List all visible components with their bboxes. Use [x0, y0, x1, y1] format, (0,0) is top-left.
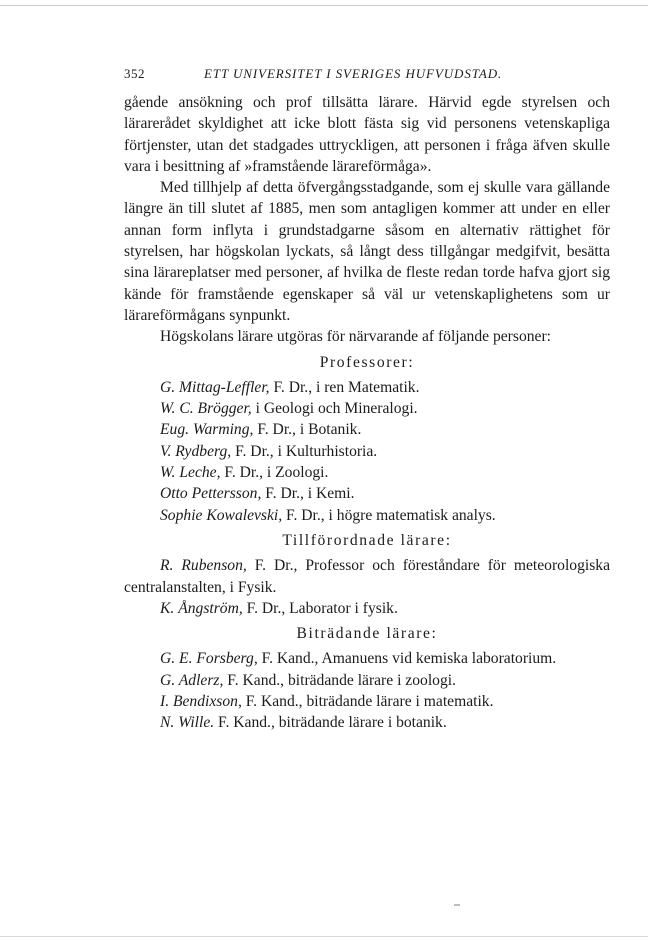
person-name: G. Mittag-Leffler, [160, 378, 270, 396]
list-item [124, 462, 610, 483]
person-name: G. Adlerz, [160, 671, 224, 689]
list-item [124, 483, 610, 504]
list-item [124, 441, 610, 462]
section-tillforordnade [124, 555, 610, 619]
section-heading-bitradande: Biträdande lärare: [296, 625, 438, 643]
section-bitradande [124, 648, 610, 733]
person-name: W. C. Brögger, [160, 400, 252, 418]
person-desc: F. Kand., Amanuens vid kemiska laboratorium. [257, 650, 557, 668]
running-title: ETT UNIVERSITET I SVERIGES HUFVUDSTAD. [204, 66, 503, 81]
section-heading-tillforordnade: Tillförordnade lärare: [282, 531, 452, 549]
list-item [124, 712, 610, 733]
print-mark [454, 904, 460, 906]
paragraph-1: gående ansökning och prof tillsätta lärare. Härvid egde styrelsen och lärarerådet skyldighet att icke blott fästa sig vid personens vetenskapliga förtjenster, utan det stadgades uttryckligen, att personen i fråga äfven skulle vara i besittning af »framstående lärareförmåga». [124, 94, 610, 175]
person-desc: F. Kand., biträdande lärare i botanik. [214, 714, 447, 732]
person-name: Sophie Kowalevski, [160, 506, 283, 524]
list-item [124, 377, 610, 398]
scan-edge-bottom [0, 936, 648, 937]
person-desc: F. Kand., biträdande lärare i zoologi. [223, 671, 456, 689]
page-header [124, 64, 610, 84]
list-item [124, 598, 610, 619]
person-name: G. E. Forsberg, [160, 650, 258, 668]
person-name: R. Rubenson, [160, 557, 247, 575]
list-item [124, 398, 610, 419]
paragraph-3: Högskolans lärare utgöras för närvarande af följande personer: [160, 328, 551, 346]
person-desc: F. Dr., i Kulturhistoria. [231, 442, 378, 460]
person-desc: F. Dr., i Zoologi. [220, 464, 329, 482]
section-heading-professorer: Professorer: [319, 353, 415, 371]
paragraph-2: Med tillhjelp af detta öfvergångsstadgande, som ej skulle vara gällande längre än till slutet af 1885, men som antagligen kommer att under en eller annan form inflyta i grundstadgarne såsom en alternativ rättighet för styrelsen, har högskolan lyckats, så långt dess tillgångar medgifvit, besätta sina lärareplatser med personer, af hvilka de fleste redan torde hafva gjort sig kände för framstående egenskaper så väl ur vetenskaplighetens som ur lärareförmågans synpunkt. [124, 179, 610, 324]
person-name: W. Leche, [160, 464, 221, 482]
list-item [124, 691, 610, 712]
person-desc: F. Dr., Professor och föreståndare för meteorologiska centralanstalten, i Fysik. [124, 557, 610, 596]
person-desc: F. Dr., i ren Matematik. [269, 378, 420, 396]
person-desc: F. Dr., i Botanik. [253, 421, 362, 439]
person-name: Eug. Warming, [160, 421, 254, 439]
list-item [124, 648, 610, 669]
list-item [124, 670, 610, 691]
person-name: Otto Pettersson, [160, 485, 262, 503]
list-item [124, 555, 610, 598]
person-name: K. Ångström, [160, 599, 243, 617]
person-name: N. Wille. [160, 714, 215, 732]
person-desc: F. Dr., Laborator i fysik. [242, 599, 398, 617]
list-item [124, 419, 610, 440]
person-name: I. Bendixson, [160, 693, 242, 711]
list-item [124, 505, 610, 526]
scan-edge-top [0, 5, 648, 6]
section-professorer [124, 377, 610, 526]
person-name: V. Rydberg, [160, 442, 232, 460]
page-number: 352 [124, 66, 145, 81]
person-desc: F. Dr., i Kemi. [261, 485, 355, 503]
person-desc: F. Kand., biträdande lärare i matematik. [241, 693, 494, 711]
person-desc: F. Dr., i högre matematisk analys. [282, 506, 496, 524]
person-desc: i Geologi och Mineralogi. [251, 400, 418, 418]
page-body [124, 92, 610, 734]
